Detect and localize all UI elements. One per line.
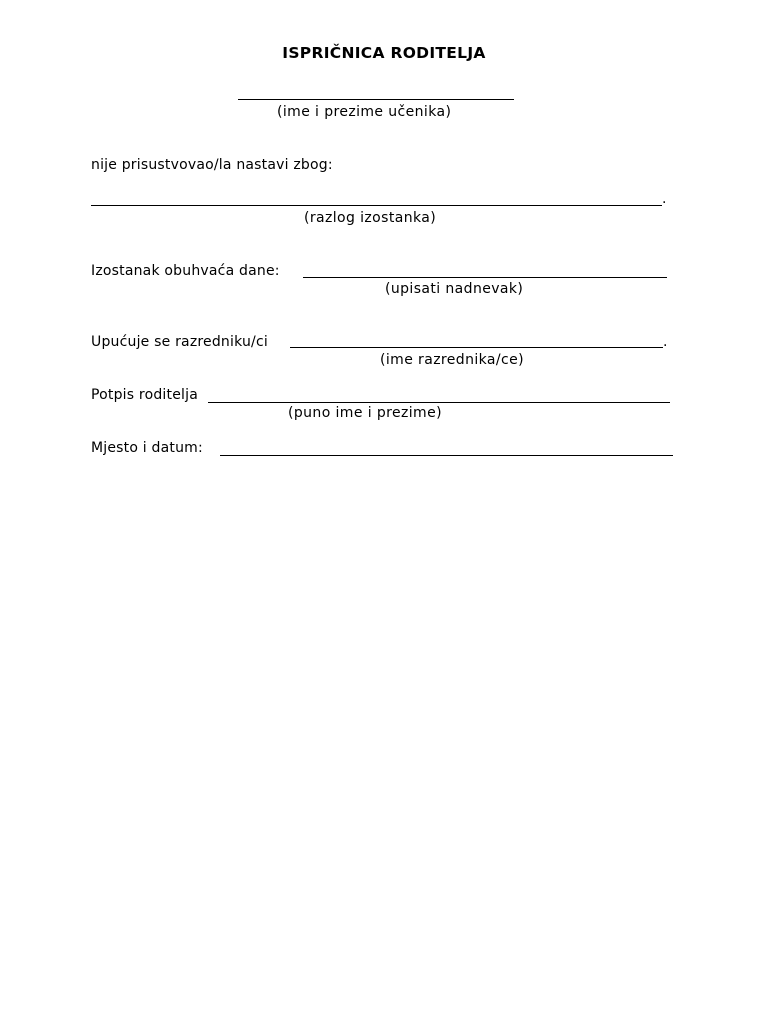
reason-intro-text: nije prisustvovao/la nastavi zbog: [91,157,333,173]
signature-caption: (puno ime i prezime) [288,405,442,421]
signature-line [208,402,670,403]
reason-period: . [662,191,667,207]
days-line [303,277,667,278]
place-date-line [220,455,673,456]
signature-label: Potpis roditelja [91,387,198,403]
reason-line [91,205,662,206]
teacher-caption: (ime razrednika/ce) [380,352,524,368]
teacher-period: . [663,334,668,350]
reason-caption: (razlog izostanka) [304,210,437,226]
teacher-line [290,347,663,348]
days-caption: (upisati nadnevak) [385,281,524,297]
student-name-caption: (ime i prezime učenika) [277,104,452,120]
student-name-line [238,99,514,100]
days-label: Izostanak obuhvaća dane: [91,263,280,279]
document-title: ISPRIČNICA RODITELJA [282,44,486,62]
teacher-label: Upućuje se razredniku/ci [91,334,268,350]
place-date-label: Mjesto i datum: [91,440,203,456]
